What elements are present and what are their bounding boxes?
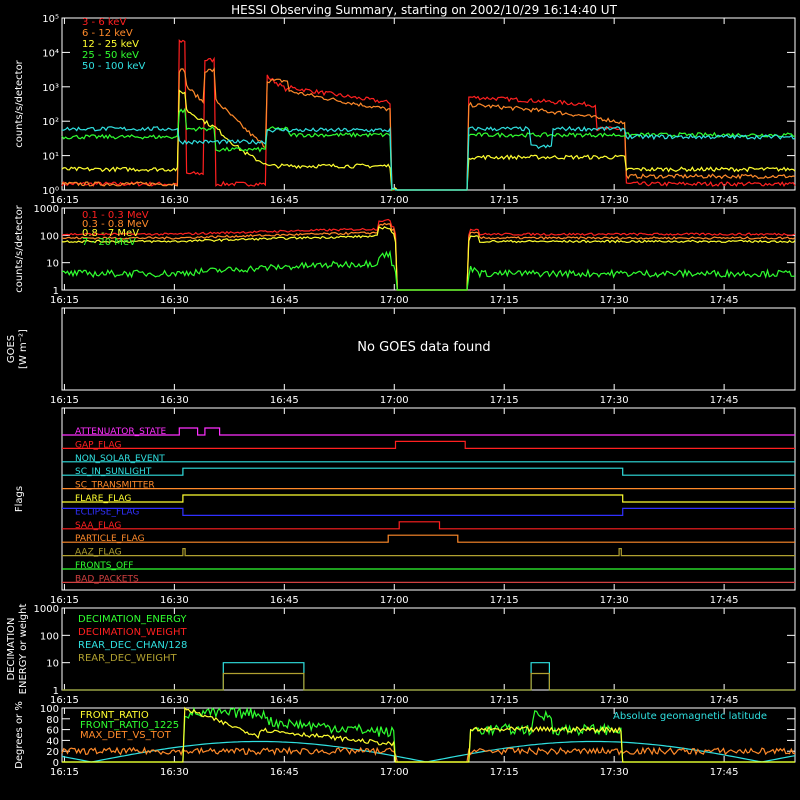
x-tick-label: 16:45 <box>269 295 299 306</box>
x-tick-label: 16:30 <box>159 695 189 706</box>
flag-label: ECLIPSE_FLAG <box>75 507 140 518</box>
y-axis-label: Flags <box>14 485 25 513</box>
y-tick-label: 1 <box>52 686 59 697</box>
x-tick-label: 16:45 <box>269 395 299 406</box>
flag-line <box>62 534 795 545</box>
flag-label: PARTICLE_FLAG <box>75 534 145 545</box>
flag-label: FLARE_FLAG <box>75 494 132 504</box>
y-tick-label: 80 <box>46 714 59 726</box>
y-tick-label: 10² <box>42 117 59 129</box>
y-tick-label: 0 <box>52 758 59 769</box>
x-tick-label: 16:15 <box>50 295 79 306</box>
x-tick-label: 17:00 <box>379 695 409 706</box>
y-tick-label: 40 <box>46 736 59 748</box>
legend-entry: 25 - 50 keV <box>82 50 140 61</box>
x-tick-label: 17:45 <box>709 695 739 706</box>
y-tick-label: 10³ <box>42 82 59 94</box>
legend-entry: 12 - 25 keV <box>82 39 140 50</box>
flag-line <box>62 495 795 502</box>
x-tick-label: 17:30 <box>599 395 629 406</box>
y-tick-label: 10⁰ <box>42 186 59 197</box>
series-line-hi-red <box>62 220 795 291</box>
flag-label: AAZ_FLAG <box>75 547 122 558</box>
series-line-hi-yellow <box>62 227 795 290</box>
y-tick-label: 60 <box>46 725 59 737</box>
y-tick-label: 1000 <box>33 204 59 215</box>
x-tick-label: 16:15 <box>50 395 79 406</box>
x-tick-label: 17:30 <box>599 767 629 778</box>
legend-entry: DECIMATION_ENERGY <box>78 614 187 625</box>
flag-line <box>62 522 795 529</box>
legend-entry: 50 - 100 keV <box>82 61 146 72</box>
flag-label: FRONTS_OFF <box>75 561 134 571</box>
y-tick-label: 10 <box>46 258 59 270</box>
panel-frame-lo <box>62 18 795 190</box>
x-tick-label: 17:45 <box>709 595 739 606</box>
flag-line <box>62 549 795 556</box>
x-tick-label: 17:15 <box>489 695 519 706</box>
y-tick-label: 100 <box>39 231 59 243</box>
flag-line <box>62 467 795 478</box>
y-tick-label: 100 <box>39 704 59 715</box>
flag-label: SC_TRANSMITTER <box>75 480 155 491</box>
y-tick-label: 100 <box>39 631 59 643</box>
x-tick-label: 16:30 <box>159 295 189 306</box>
legend-entry: MAX_DET_VS_TOT <box>80 730 171 741</box>
panel-frame-hi <box>62 208 795 290</box>
x-tick-label: 17:30 <box>599 695 629 706</box>
flag-label: SAA_FLAG <box>75 520 122 531</box>
legend-entry: FRONT_RATIO_1225 <box>80 720 180 731</box>
series-line-lo-red <box>62 40 795 190</box>
y-axis-label: counts/s/detector <box>14 60 25 148</box>
flag-label: NON_SOLAR_EVENT <box>75 453 165 464</box>
legend-entry: FRONT_RATIO <box>80 710 149 721</box>
flag-label: BAD_PACKETS <box>75 574 139 585</box>
x-tick-label: 17:45 <box>709 395 739 406</box>
x-tick-label: 17:00 <box>379 195 409 206</box>
x-tick-label: 17:30 <box>599 295 629 306</box>
x-tick-label: 16:15 <box>50 695 79 706</box>
series-line-dec-cyan <box>62 663 795 690</box>
flag-label: GAP_FLAG <box>75 440 122 451</box>
x-tick-label: 17:45 <box>709 767 739 778</box>
x-tick-label: 17:15 <box>489 295 519 306</box>
x-tick-label: 17:15 <box>489 595 519 606</box>
legend-entry: 0.8 - 7 MeV <box>82 228 140 239</box>
right-axis-label: Absolute geomagnetic latitude <box>613 711 767 722</box>
y-axis-label-2: ENERGY or weight <box>18 603 29 695</box>
x-tick-label: 17:00 <box>379 295 409 306</box>
x-tick-label: 17:45 <box>709 195 739 206</box>
legend-entry: 7 - 20 MeV <box>82 237 136 248</box>
y-tick-label: 20 <box>46 747 59 759</box>
flag-line <box>62 428 795 435</box>
legend-entry: REAR_DEC_CHAN/128 <box>78 640 188 651</box>
x-tick-label: 17:30 <box>599 595 629 606</box>
x-tick-label: 16:45 <box>269 695 299 706</box>
goes-message: No GOES data found <box>357 340 491 355</box>
x-tick-label: 17:15 <box>489 195 519 206</box>
y-axis-label: GOES <box>6 334 17 364</box>
y-tick-label: 1000 <box>33 604 59 615</box>
x-tick-label: 17:45 <box>709 295 739 306</box>
y-tick-label: 10⁵ <box>42 14 59 25</box>
legend-entry: 3 - 6 keV <box>82 17 127 28</box>
x-tick-label: 16:30 <box>159 595 189 606</box>
x-tick-label: 16:30 <box>159 195 189 206</box>
x-tick-label: 16:45 <box>269 195 299 206</box>
x-tick-label: 17:00 <box>379 395 409 406</box>
x-tick-label: 16:30 <box>159 395 189 406</box>
x-tick-label: 16:15 <box>50 767 79 778</box>
flag-line <box>62 440 795 451</box>
flag-label: ATTENUATOR_STATE <box>75 427 167 437</box>
y-axis-label-2: [W m⁻²] <box>18 329 29 369</box>
series-line-lo-green <box>62 109 795 190</box>
y-tick-label: 1 <box>52 286 59 297</box>
x-tick-label: 17:00 <box>379 595 409 606</box>
series-line-hi-green <box>62 252 795 290</box>
x-tick-label: 16:45 <box>269 767 299 778</box>
x-tick-label: 17:15 <box>489 767 519 778</box>
x-tick-label: 17:00 <box>379 767 409 778</box>
x-tick-label: 16:15 <box>50 595 79 606</box>
legend-entry: DECIMATION_WEIGHT <box>78 627 187 638</box>
flag-line <box>62 507 795 518</box>
series-line-ratio-orange <box>62 748 795 762</box>
legend-entry: 6 - 12 keV <box>82 28 133 39</box>
series-line-dec-olive <box>62 674 795 691</box>
legend-entry: REAR_DEC_WEIGHT <box>78 653 177 664</box>
legend-entry: 0.3 - 0.8 MeV <box>82 219 149 230</box>
legend-entry: 0.1 - 0.3 MeV <box>82 210 149 221</box>
y-axis-label: Degrees or % <box>14 701 25 769</box>
flag-label: SC_IN_SUNLIGHT <box>75 467 152 478</box>
x-tick-label: 16:30 <box>159 767 189 778</box>
series-line-lo-cyan <box>62 127 795 190</box>
y-tick-label: 10⁴ <box>42 48 59 60</box>
x-tick-label: 16:15 <box>50 195 79 206</box>
y-tick-label: 10 <box>46 658 59 670</box>
y-axis-label: counts/s/detector <box>14 205 25 293</box>
x-tick-label: 16:45 <box>269 595 299 606</box>
x-tick-label: 17:30 <box>599 195 629 206</box>
y-tick-label: 10¹ <box>42 151 59 163</box>
chart-title: HESSI Observing Summary, starting on 2002/10/29 16:14:40 UT <box>231 3 617 17</box>
y-axis-label: DECIMATION <box>6 617 17 681</box>
x-tick-label: 17:15 <box>489 395 519 406</box>
